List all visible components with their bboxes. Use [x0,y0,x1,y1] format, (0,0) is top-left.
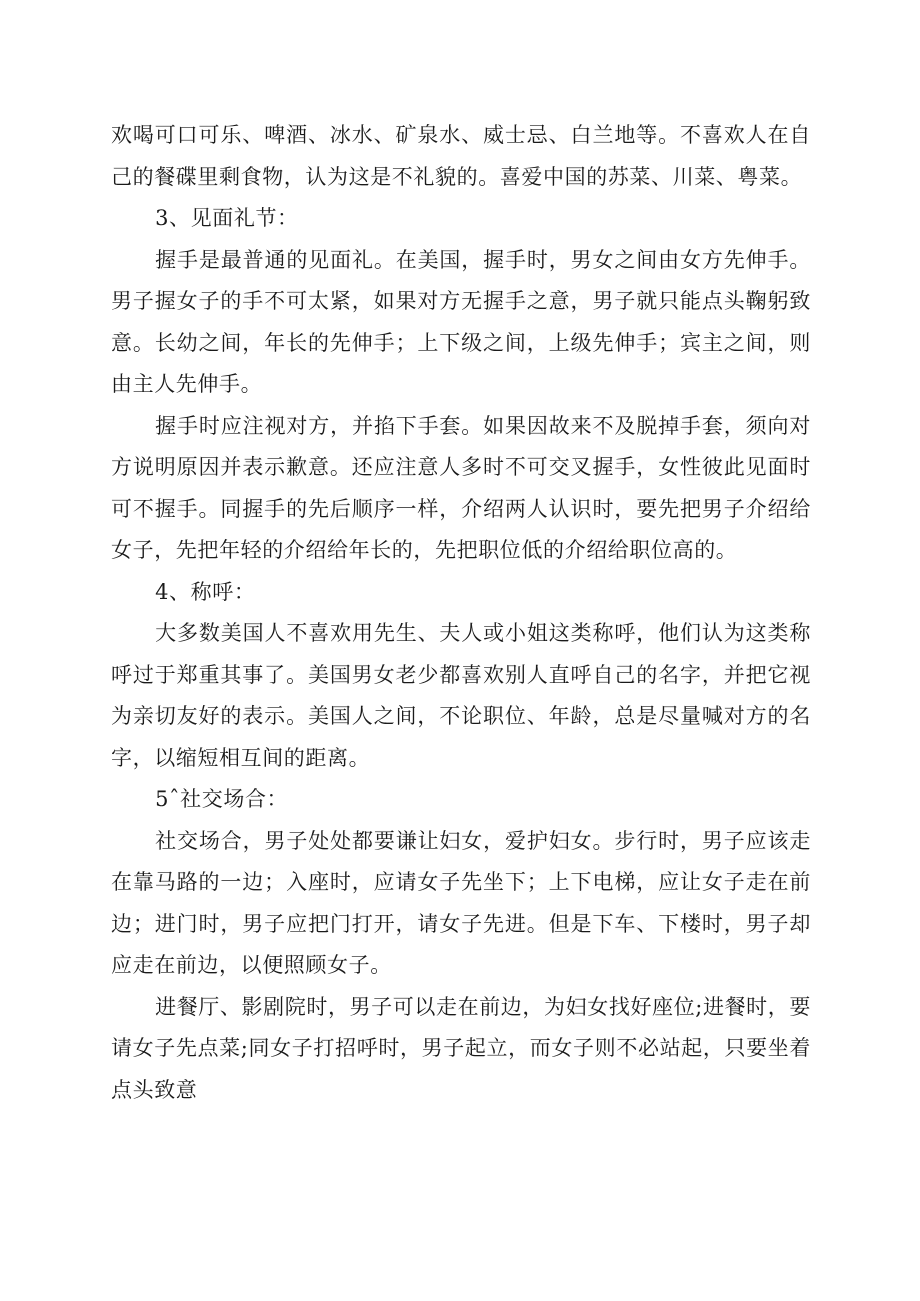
section-heading-forms-of-address: 4、称呼： [155,579,256,604]
section-heading-social-occasions: 5ˆ社交场合： [155,787,289,811]
paragraph-handshake-basics: 握手是最普通的见面礼。在美国，握手时，男女之间由女方先伸手。男子握女子的手不可太紧，如果对方无握手之意，男子就只能点头鞠躬致意。长幼之间，年长的先伸手；上下级之间，上级先伸手；宾主之间，则由主人先伸手。 [111,247,811,396]
section-heading-greeting-etiquette: 3、见面礼节： [155,206,299,230]
paragraph-dietary-preferences: 欢喝可口可乐、啤酒、冰水、矿泉水、威士忌、白兰地等。不喜欢人在自己的餐碟里剩食物，认为这是不礼貌的。喜爱中国的苏菜、川菜、粤菜。 [111,123,811,189]
paragraph-restaurant-theater: 进餐厅、影剧院时，男子可以走在前边，为妇女找好座位;进餐时，要请女子先点菜;同女子打招呼时，男子起立，而女子则不必站起，只要坐着点头致意 [111,994,811,1102]
paragraph-forms-of-address: 大多数美国人不喜欢用先生、夫人或小姐这类称呼，他们认为这类称呼过于郑重其事了。美国男女老少都喜欢别人直呼自己的名字，并把它视为亲切友好的表示。美国人之间，不论职位、年龄，总是尽量喊对方的名字，以缩短相互间的距离。 [111,621,811,770]
paragraph-handshake-details: 握手时应注视对方，并掐下手套。如果因故来不及脱掉手套，须向对方说明原因并表示歉意。还应注意人多时不可交叉握手，女性彼此见面时可不握手。同握手的先后顺序一样，介绍两人认识时，要先把男子介绍给女子，先把年轻的介绍给年长的，先把职位低的介绍给职位高的。 [111,413,811,562]
document-body [111,115,811,1111]
paragraph-social-courtesy: 社交场合，男子处处都要谦让妇女，爱护妇女。步行时，男子应该走在靠马路的一边；入座时，应请女子先坐下；上下电梯，应让女子走在前边；进门时，男子应把门打开，请女子先进。但是下车、下楼时，男子却应走在前边，以便照顾女子。 [111,828,811,977]
